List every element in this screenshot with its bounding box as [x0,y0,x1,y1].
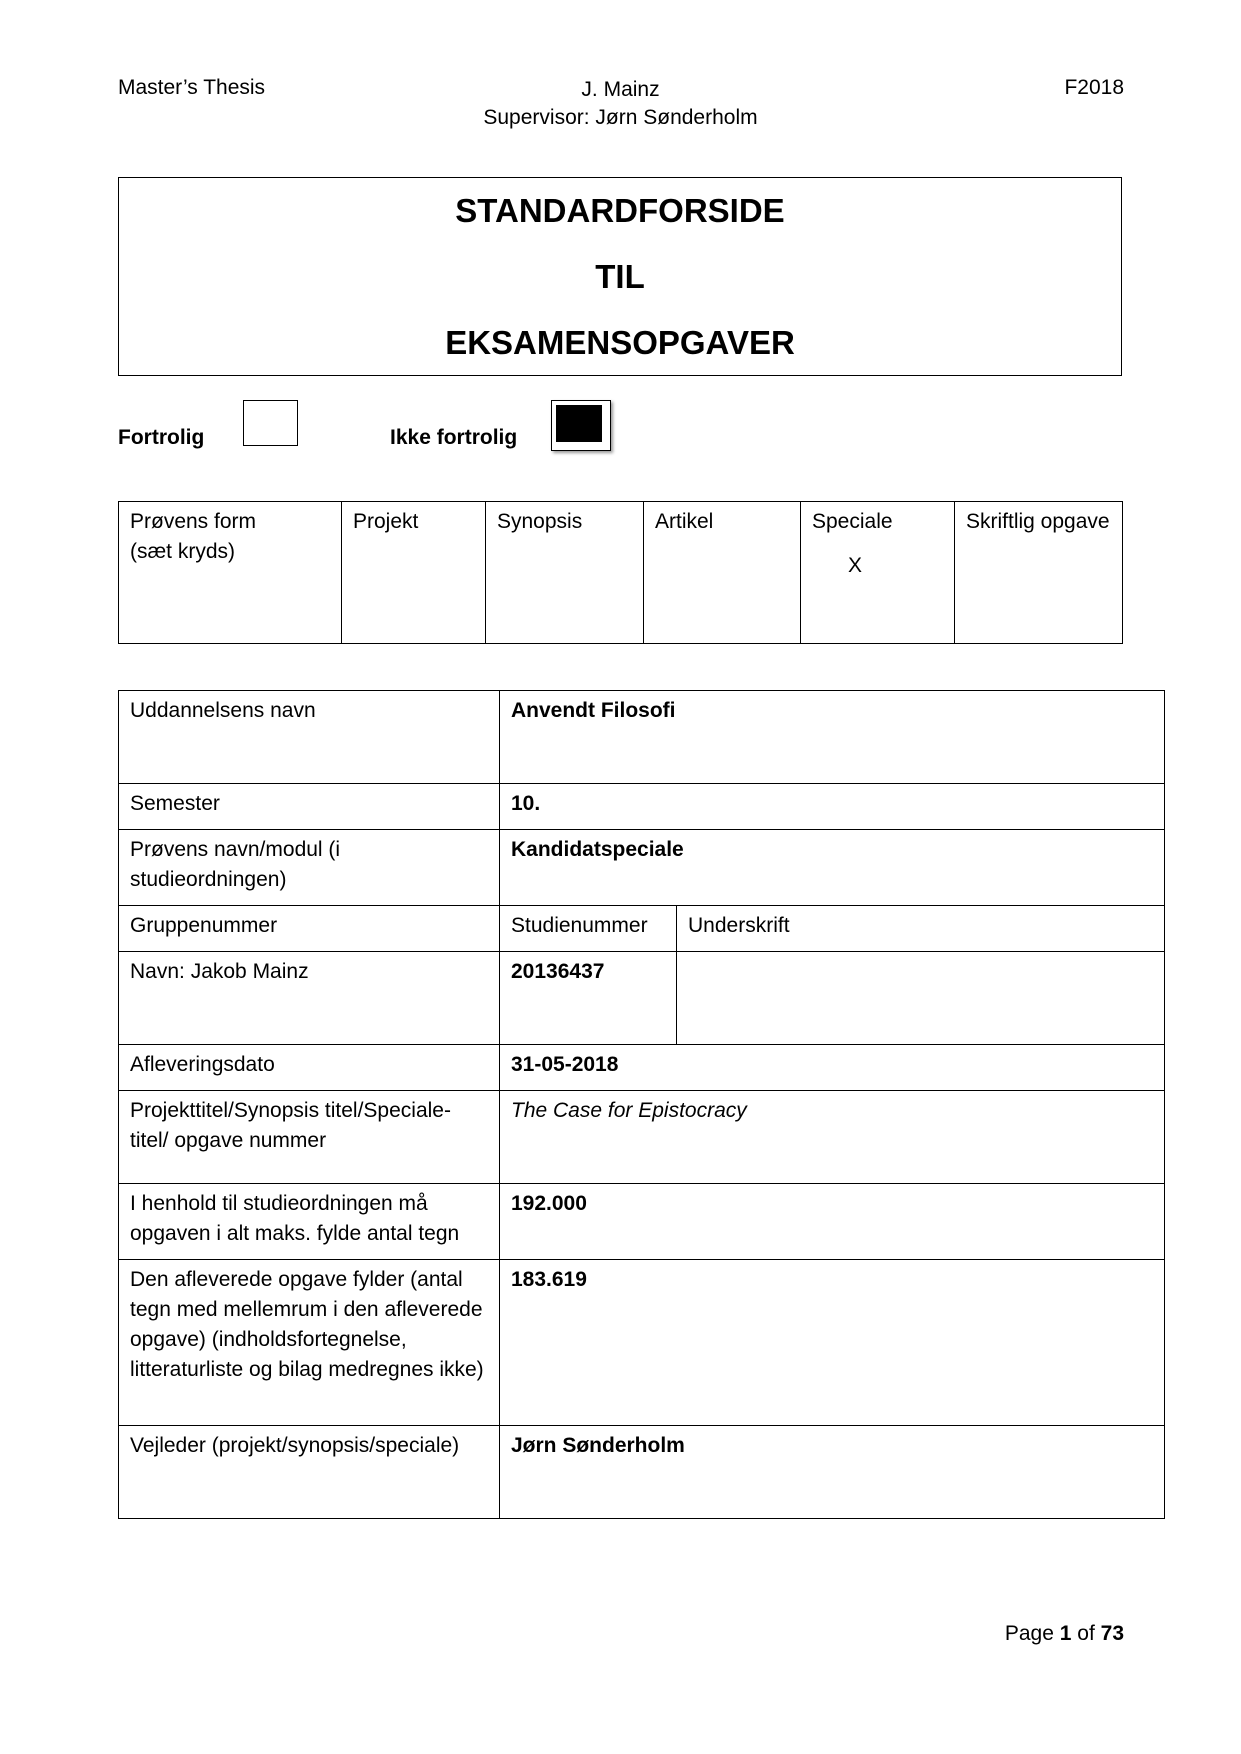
exam-name-value: Kandidatspeciale [500,830,1165,906]
table-row [119,906,1165,952]
page-total: 73 [1100,1622,1124,1645]
signature-field[interactable] [677,952,1165,1045]
table-row [119,1260,1165,1426]
semester-value: 10. [500,784,1165,830]
table-row [119,1426,1165,1519]
checkbox-fill [556,405,602,442]
max-chars-label: I henhold til studieordningen må opgaven i alt maks. fylde antal tegn [119,1184,500,1260]
table-row [119,1045,1165,1091]
exam-form-option-speciale[interactable]: Speciale X [801,502,955,644]
header-center [0,76,1241,132]
exam-form-table [118,501,1123,644]
header-term: F2018 [1064,76,1124,99]
exam-form-label-cell [119,502,342,644]
table-row [119,952,1165,1045]
info-table [118,690,1165,1519]
exam-form-option-projekt[interactable]: Projekt [342,502,486,644]
chars-label: Den afleverede opgave fylder (antal tegn med mellemrum i den afleverede opgave) (indholdsfortegnelse, litteraturliste og bilag medregnes ikke) [119,1260,500,1426]
group-number-label: Gruppenummer [119,906,500,952]
signature-label: Underskrift [677,906,1165,952]
exam-name-label: Prøvens navn/modul (i studieordningen) [119,830,500,906]
thesis-title-label: Projekttitel/Synopsis titel/Speciale-titel/ opgave nummer [119,1091,500,1184]
student-number-value: 20136437 [500,952,677,1045]
education-label: Uddannelsens navn [119,691,500,784]
delivery-date-value: 31-05-2018 [500,1045,1165,1091]
student-name: Navn: Jakob Mainz [119,952,500,1045]
selected-mark: X [848,554,863,577]
exam-form-hint: (sæt kryds) [130,540,235,563]
student-number-label: Studienummer [500,906,677,952]
of-word: of [1077,1622,1095,1645]
exam-form-option-skriftlig-opgave[interactable]: Skriftlig opgave [955,502,1123,644]
header-thesis-type: Master’s Thesis [118,76,266,99]
header-author: J. Mainz [581,78,660,101]
title-line-3: EKSAMENSOPGAVER [445,324,795,361]
exam-form-option-synopsis[interactable]: Synopsis [486,502,644,644]
title-box [118,177,1122,376]
page-number [1005,1622,1124,1646]
table-row [119,830,1165,906]
not-confidential-checkbox[interactable] [551,400,611,451]
supervisor-value: Jørn Sønderholm [500,1426,1165,1519]
semester-label: Semester [119,784,500,830]
page-word: Page [1004,1622,1054,1645]
confidential-label: Fortrolig [118,426,205,449]
education-value: Anvendt Filosofi [500,691,1165,784]
exam-form-label: Prøvens form [130,510,257,533]
not-confidential-label: Ikke fortrolig [390,426,518,449]
page-current: 1 [1059,1622,1072,1645]
table-row [119,691,1165,784]
title-line-2: TIL [595,258,645,295]
max-chars-value: 192.000 [500,1184,1165,1260]
delivery-date-label: Afleveringsdato [119,1045,500,1091]
confidential-checkbox[interactable] [243,400,298,446]
table-row [119,1091,1165,1184]
exam-form-option-artikel[interactable]: Artikel [644,502,801,644]
header-supervisor: Supervisor: Jørn Sønderholm [483,106,758,129]
supervisor-label: Vejleder (projekt/synopsis/speciale) [119,1426,500,1519]
table-row [119,784,1165,830]
title-line-1: STANDARDFORSIDE [455,192,785,229]
chars-value: 183.619 [500,1260,1165,1426]
thesis-title-value: The Case for Epistocracy [500,1091,1165,1184]
table-row [119,1184,1165,1260]
exam-form-row [119,502,1123,644]
